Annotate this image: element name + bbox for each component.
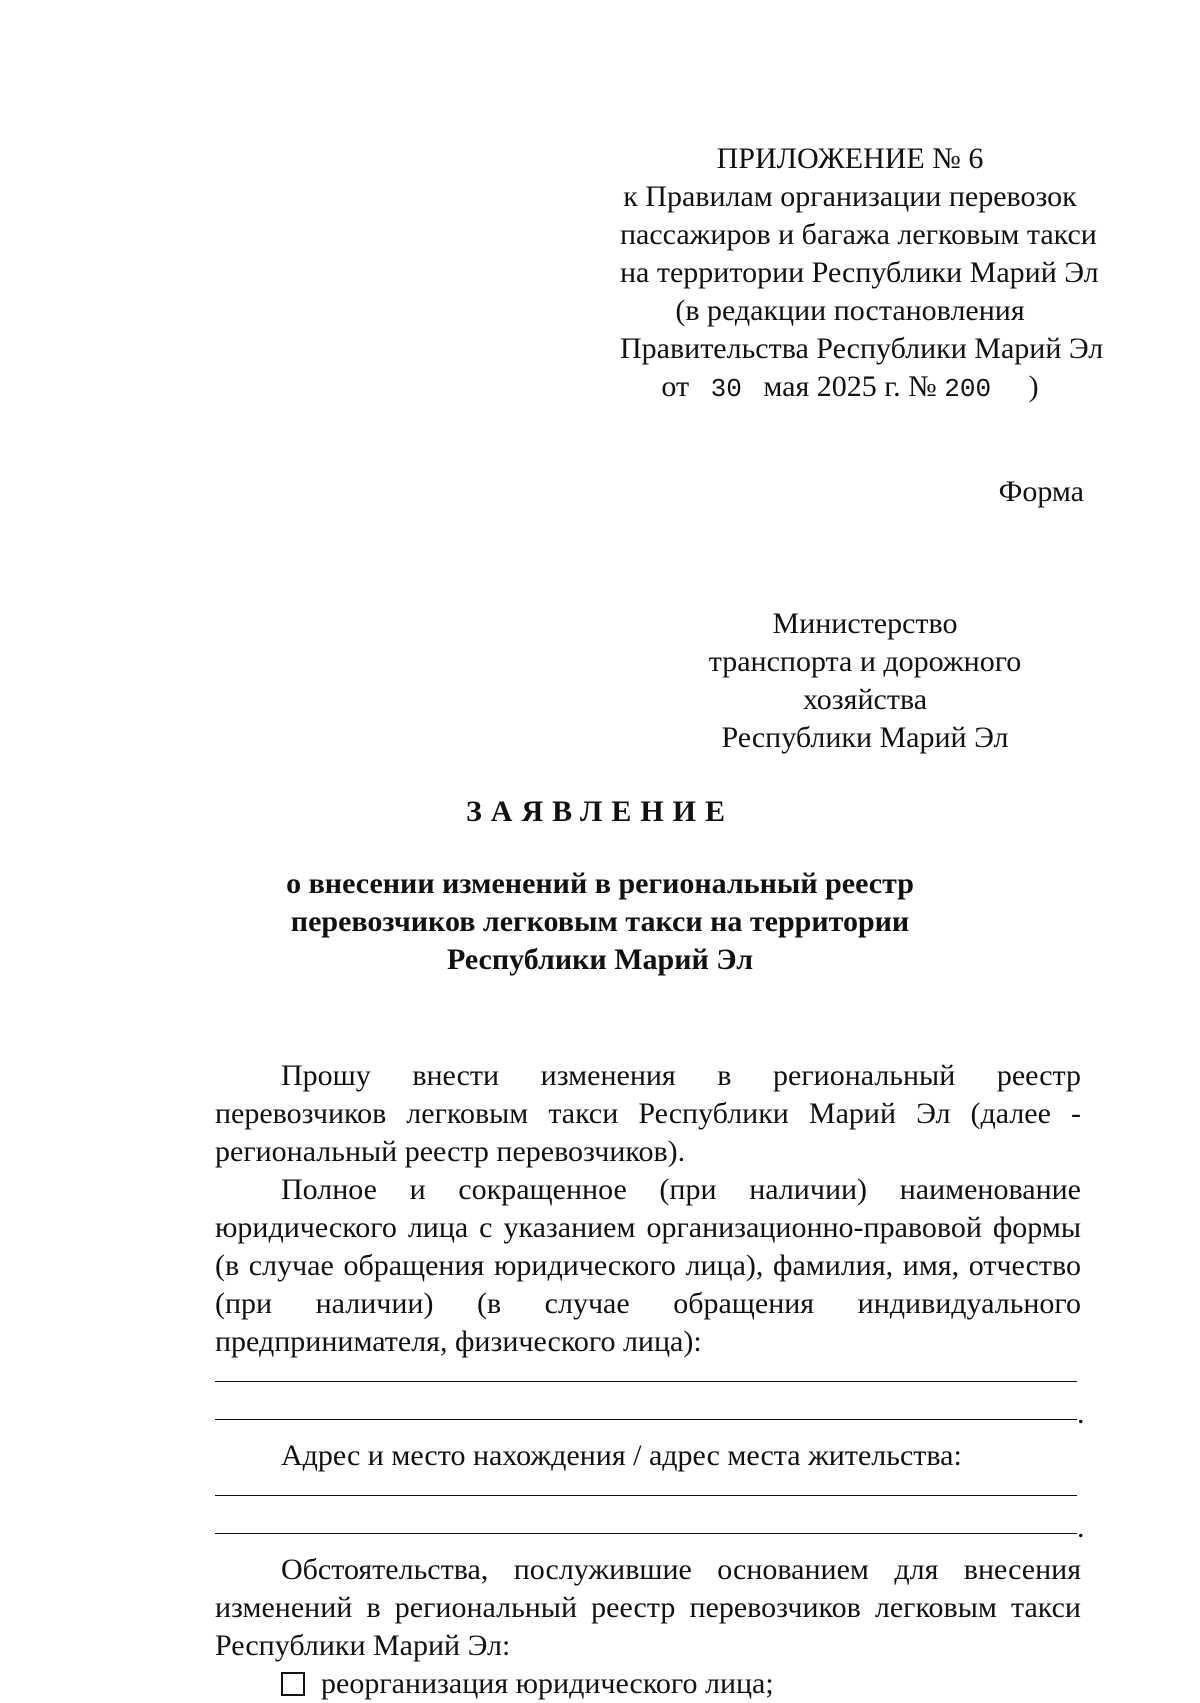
document-body [215, 1057, 1085, 1703]
appendix-line: к Правилам организации перевозок [623, 180, 1077, 213]
appendix-line: пассажиров и багажа легковым такси [620, 218, 1097, 251]
appendix-date-line [620, 368, 1080, 408]
closing-paren: ) [1028, 370, 1039, 403]
date-month-year: мая 2025 г. № [763, 370, 937, 403]
address-fill-line-1[interactable] [215, 1475, 1081, 1513]
checkbox-icon[interactable] [281, 1672, 305, 1696]
document-number: 200 [944, 374, 992, 404]
date-prefix: от [661, 370, 690, 403]
line-end-period: . [1077, 1397, 1085, 1430]
address-fill-line-2[interactable] [215, 1511, 1085, 1551]
document-title: ЗАЯВЛЕНИЕ [465, 795, 735, 828]
appendix-line: (в редакции постановления [675, 294, 1025, 327]
checkbox-label: реорганизация юридического лица; [321, 1667, 774, 1700]
subtitle-line: перевозчиков легковым такси на территории [290, 905, 910, 938]
subtitle-line: о внесении изменений в региональный реестр [286, 867, 914, 900]
checkbox-reorganization[interactable] [215, 1665, 1081, 1703]
fill-line [215, 1495, 1077, 1496]
name-instruction-paragraph: Полное и сокращенное (при наличии) наименование юридического лица с указанием организационно-правовой формы (в случае обращения юридического лица), фамилия, имя, отчество (при наличии) (в случае обращения индивидуального предпринимателя, физического лица): [215, 1173, 1081, 1358]
request-paragraph: Прошу внести изменения в региональный реестр перевозчиков легковым такси Республики Марий Эл (далее - региональный реестр перевозчиков). [215, 1059, 1081, 1168]
address-label: Адрес и место нахождения / адрес места жительства: [281, 1439, 962, 1472]
fill-line [215, 1419, 1077, 1420]
date-day: 30 [710, 374, 742, 404]
appendix-title: ПРИЛОЖЕНИЕ № 6 [716, 142, 984, 175]
addressee-block [650, 605, 1080, 757]
fill-line [215, 1533, 1077, 1534]
fill-line [215, 1381, 1077, 1382]
addressee-line: Министерство [772, 607, 958, 640]
addressee-line: транспорта и дорожного хозяйства [708, 645, 1022, 716]
subtitle-line: Республики Марий Эл [446, 943, 754, 976]
appendix-line: Правительства Республики Марий Эл [620, 332, 1104, 365]
name-fill-line-1[interactable] [215, 1361, 1081, 1399]
form-label: Форма [998, 475, 1084, 508]
appendix-header [620, 140, 1104, 408]
name-fill-line-2[interactable] [215, 1397, 1085, 1437]
line-end-period: . [1077, 1511, 1085, 1544]
addressee-line: Республики Марий Эл [721, 721, 1009, 754]
circumstances-paragraph: Обстоятельства, послужившие основанием для внесения изменений в региональный реестр перевозчиков легковым такси Республики Марий Эл: [215, 1553, 1081, 1662]
document-subtitle [250, 865, 950, 979]
appendix-line: на территории Республики Марий Эл [620, 256, 1099, 289]
